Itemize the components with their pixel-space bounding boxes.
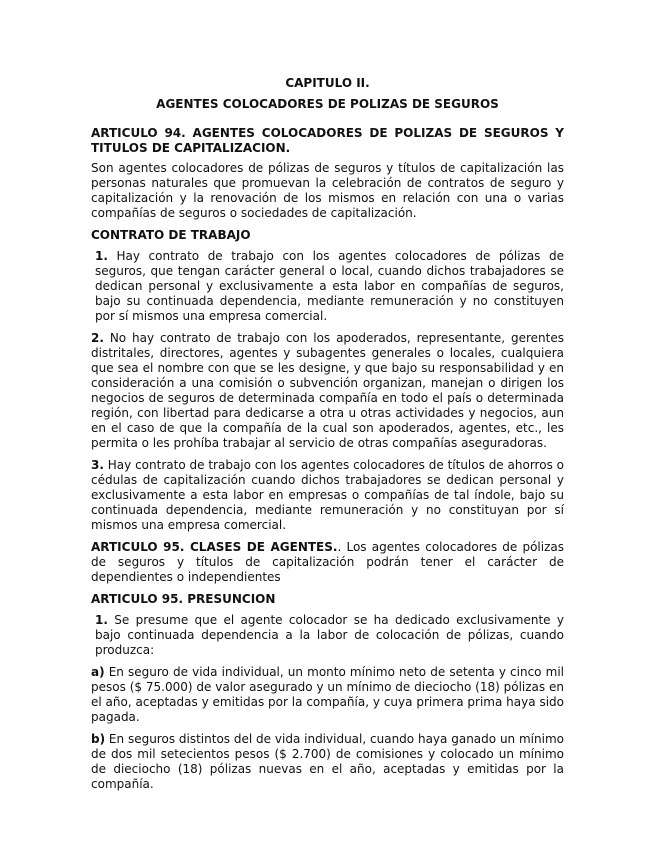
presuncion-a — [91, 665, 564, 725]
item-number: 2. — [91, 331, 104, 345]
article-94-heading: ARTICULO 94. AGENTES COLOCADORES DE POLIZAS DE SEGUROS Y TITULOS DE CAPITALIZACION. — [91, 126, 564, 155]
item-text: En seguro de vida individual, un monto mínimo neto de setenta y cinco mil pesos ($ 75.000) de valor asegurado y un mínimo de dieciocho (18) pólizas en el año, aceptadas y emitidas por la compañía, y cuya primera prima haya sido pagada. — [91, 665, 564, 724]
item-text: Hay contrato de trabajo con los agentes colocadores de títulos de ahorros o cédulas de capitalización cuando dichos trabajadores se dedican personal y exclusivamente a esta labor en empresas o compañías de tal índole, bajo su continuada dependencia, mediante remuneración y no constituyan por sí mismos una empresa comercial. — [91, 458, 564, 532]
item-text: En seguros distintos del de vida individual, cuando haya ganado un mínimo de dos mil setecientos pesos ($ 2.700) de comisiones y colocado un mínimo de dieciocho (18) pólizas nuevas en el año, aceptadas y emitidas por la compañía. — [91, 732, 564, 791]
article-95-clases-body: . Los agentes colocadores de pólizas de seguros y títulos de capitalización podrán tener el carácter de dependientes o independientes — [91, 540, 565, 584]
item-text: Hay contrato de trabajo con los agentes colocadores de pólizas de seguros, que tengan carácter general o local, cuando dichos trabajadores se dedican personal y exclusivamente a esta labor en compañías de seguros, bajo su continuada dependencia, mediante remuneración y no constituyen por sí mismos una empresa comercial. — [95, 249, 564, 323]
presuncion-b — [91, 732, 564, 792]
article-94-body: Son agentes colocadores de pólizas de seguros y títulos de capitalización las personas naturales que promuevan la celebración de contratos de seguro y capitalización y la renovación de los mismos en relación con una o varias compañías de seguros o sociedades de capitalización. — [91, 161, 564, 220]
chapter-number: CAPITULO II. — [285, 76, 370, 90]
item-number: 1. — [95, 613, 108, 627]
contrato-item-1 — [91, 249, 564, 324]
item-number: 1. — [95, 249, 108, 263]
article-95-clases — [91, 540, 564, 585]
contrato-heading: CONTRATO DE TRABAJO — [91, 228, 251, 242]
article-95-clases-heading: ARTICULO 95. CLASES DE AGENTES. — [91, 540, 338, 554]
item-letter: a) — [91, 665, 105, 679]
contrato-item-2 — [91, 331, 564, 451]
presuncion-intro — [91, 613, 564, 658]
item-text: No hay contrato de trabajo con los apoderados, representante, gerentes distritales, directores, agentes y subagentes generales o locales, cualquiera que sea el nombre con que se les designe, y que bajo su responsabilidad y en consideración a una comisión o subvención organizan, manejan o dirigen los negocios de seguros de determinada compañía en todo el país o determinada región, con libertad para dedicarse a otra u otras actividades y negocios, aun en el caso de que la compañía de la cual son apoderados, agentes, etc., les permita o les prohíba trabajar al servicio de otras compañías aseguradoras. — [91, 331, 564, 450]
item-number: 3. — [91, 458, 104, 472]
item-text: Se presume que el agente colocador se ha dedicado exclusivamente y bajo continuada dependencia a la labor de colocación de pólizas, cuando produzca: — [95, 613, 564, 657]
article-95-presuncion-heading: ARTICULO 95. PRESUNCION — [91, 592, 276, 606]
contrato-item-3 — [91, 458, 564, 533]
chapter-title: AGENTES COLOCADORES DE POLIZAS DE SEGUROS — [156, 97, 499, 111]
item-letter: b) — [91, 732, 106, 746]
document-content — [91, 76, 564, 799]
